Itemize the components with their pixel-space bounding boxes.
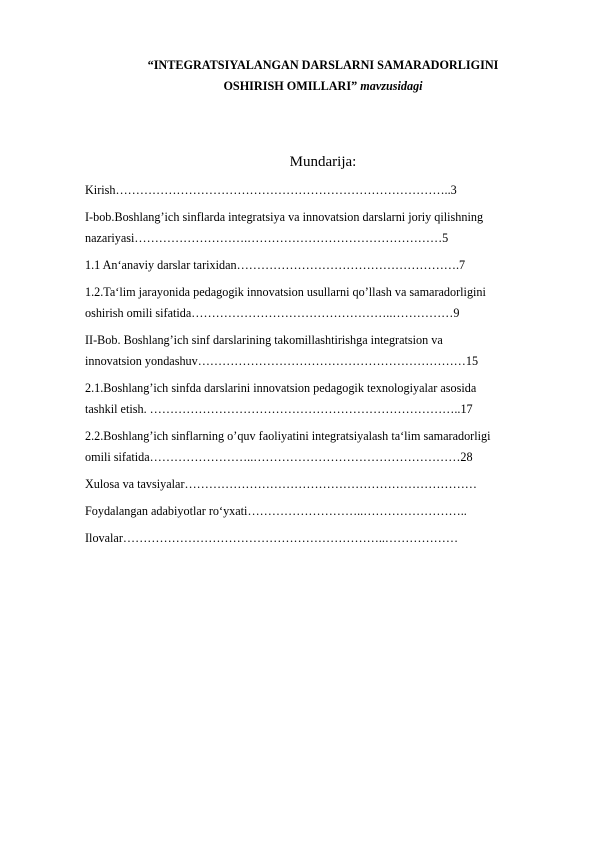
document-title — [88, 55, 558, 97]
toc-entry-2-1 — [85, 378, 565, 420]
toc-line: Ilovalar………………………………………………………..……………… — [85, 531, 459, 545]
toc-line: nazariyasi……………………….…………………………………………5 — [85, 231, 449, 245]
toc-line: Foydalangan adabiyotlar ro‘yxati………………………..…………………….. — [85, 504, 467, 518]
toc-line: oshirish omili sifatida…………………………………………..……………9 — [85, 306, 460, 320]
toc-entry-chapter-2 — [85, 330, 565, 372]
toc-line: II-Bob. Boshlang’ich sinf darslarining takomillashtirishga integratsion va — [85, 333, 443, 347]
toc-entry-introduction — [85, 180, 565, 201]
toc-entry-appendices — [85, 528, 565, 549]
toc-entry-conclusion — [85, 474, 565, 495]
toc-entry-references — [85, 501, 565, 522]
table-of-contents — [85, 180, 565, 549]
title-line-2 — [88, 76, 558, 97]
toc-line: 1.1 An‘anaviy darslar tarixidan……………………………………………….7 — [85, 258, 466, 272]
toc-entry-1-1 — [85, 255, 565, 276]
toc-line: I-bob.Boshlang’ich sinflarda integratsiya va innovatsion darslarni joriy qilishning — [85, 210, 484, 224]
title-line-1: “INTEGRATSIYALANGAN DARSLARNI SAMARADORLIGINI — [147, 58, 499, 72]
toc-line: 2.1.Boshlang’ich sinfda darslarini innovatsion pedagogik texnologiyalar asosida — [85, 381, 477, 395]
toc-line: innovatsion yondashuv…………………………………………………………15 — [85, 354, 479, 368]
toc-line: 2.2.Boshlang’ich sinflarning o’quv faoliyatini integratsiyalash ta‘lim samaradorligi — [85, 429, 491, 443]
contents-heading: Mundarija: — [289, 154, 357, 170]
title-line-2-text: OSHIRISH OMILLARI” — [223, 79, 358, 93]
toc-line: tashkil etish. …………………………………………………………………..17 — [85, 402, 473, 416]
title-suffix: mavzusidagi — [360, 79, 423, 93]
toc-entry-2-2 — [85, 426, 565, 468]
toc-line: Xulosa va tavsiyalar……………………………………………………………… — [85, 477, 477, 491]
toc-entry-1-2 — [85, 282, 565, 324]
toc-entry-chapter-1 — [85, 207, 565, 249]
toc-line: omili sifatida……………………..……………………………………………28 — [85, 450, 473, 464]
toc-line: Kirish………………………………………………………………………..3 — [85, 183, 457, 197]
toc-line: 1.2.Ta‘lim jarayonida pedagogik innovatsion usullarni qo’llash va samaradorligini — [85, 285, 486, 299]
